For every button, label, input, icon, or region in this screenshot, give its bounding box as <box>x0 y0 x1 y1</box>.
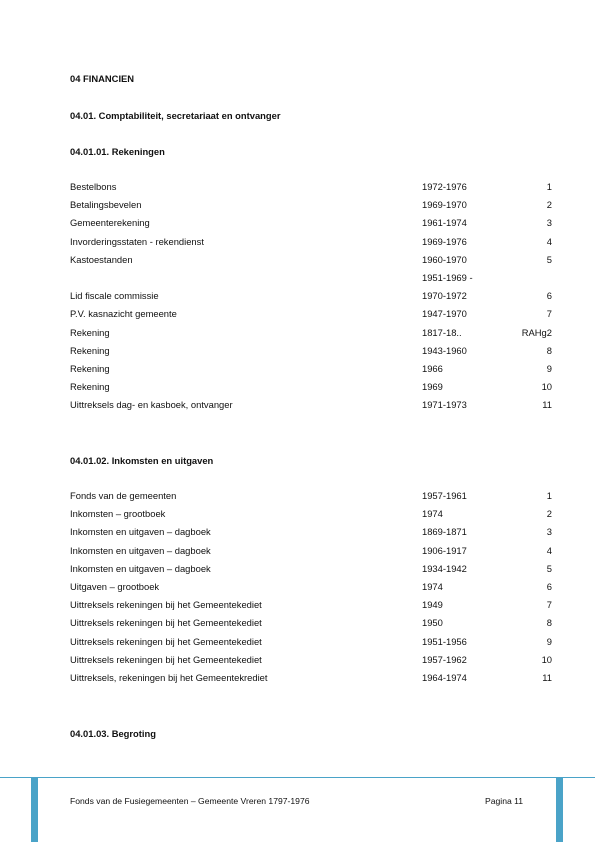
list-item <box>70 654 552 666</box>
item-title: Uittreksels dag- en kasboek, ontvanger <box>70 399 233 411</box>
item-date: 1974 <box>422 508 443 520</box>
list-item <box>70 617 552 629</box>
subsection-title-begroting: 04.01.03. Begroting <box>70 728 156 739</box>
item-number: 4 <box>546 544 552 556</box>
list-item <box>70 181 552 193</box>
item-title: Bestelbons <box>70 181 117 192</box>
item-number: 4 <box>546 235 552 247</box>
item-title: Rekening <box>70 363 110 374</box>
item-date: 1961-1974 <box>422 217 467 229</box>
list-item <box>70 508 552 520</box>
item-number: 9 <box>546 363 552 374</box>
item-title: Betalingsbevelen <box>70 199 142 211</box>
item-date: 1969-1976 <box>422 235 467 247</box>
item-number: 9 <box>546 635 552 647</box>
item-number: 6 <box>546 290 552 302</box>
item-date: 1957-1961 <box>422 490 467 501</box>
item-number: 7 <box>546 599 552 611</box>
item-title: Uittreksels rekeningen bij het Gemeentekediet <box>70 653 262 665</box>
item-date: 1969-1970 <box>422 199 467 211</box>
item-title: Uittreksels rekeningen bij het Gemeentekediet <box>70 635 262 647</box>
item-title: Lid fiscale commissie <box>70 290 159 302</box>
footer-title: Fonds van de Fusiegemeenten – Gemeente Vreren 1797-1976 <box>70 796 310 806</box>
list-item <box>70 199 552 211</box>
section-heading: 04.01. Comptabiliteit, secretariaat en ontvanger <box>70 110 281 121</box>
item-number: 6 <box>546 581 552 592</box>
item-number: 5 <box>546 562 552 574</box>
item-date: 1869-1871 <box>422 526 467 538</box>
item-number: 1 <box>546 181 552 192</box>
item-title: Kastoestanden <box>70 253 133 265</box>
item-number: 8 <box>546 617 552 629</box>
item-date: 1943-1960 <box>422 344 467 356</box>
item-date: 1969 <box>422 381 443 393</box>
item-number: 11 <box>542 672 552 683</box>
list-item <box>70 290 552 302</box>
item-title: Uittreksels, rekeningen bij het Gemeentekrediet <box>70 672 268 683</box>
item-number: 2 <box>546 199 552 211</box>
list-item <box>70 381 552 393</box>
list-item <box>70 217 552 229</box>
item-date: 1949 <box>422 599 443 611</box>
item-date: 1970-1972 <box>422 290 467 302</box>
item-number: 7 <box>546 308 552 320</box>
list-item <box>70 526 552 538</box>
item-date: 1950 <box>422 617 443 629</box>
item-number: 8 <box>546 344 552 356</box>
item-title: Gemeenterekening <box>70 217 150 229</box>
item-title: Uittreksels rekeningen bij het Gemeentekediet <box>70 617 262 629</box>
subsection-title-rekeningen: 04.01.01. Rekeningen <box>70 146 165 157</box>
item-number: 3 <box>546 526 552 538</box>
item-date: 1934-1942 <box>422 562 467 574</box>
list-item <box>70 581 552 593</box>
item-date: 1964-1974 <box>422 672 467 683</box>
item-date: 1960-1970 <box>422 253 467 265</box>
item-number: 10 <box>541 653 552 665</box>
list-item <box>70 254 552 266</box>
subsection-title-inkomsten: 04.01.02. Inkomsten en uitgaven <box>70 455 214 466</box>
item-title: Inkomsten en uitgaven – dagboek <box>70 544 211 556</box>
list-item <box>70 236 552 248</box>
item-date: 1972-1976 <box>422 181 467 192</box>
item-number: 2 <box>546 508 552 520</box>
footer-right-bar <box>556 778 563 842</box>
item-title: Uitgaven – grootboek <box>70 581 160 592</box>
item-number: RAHg2 <box>521 326 552 338</box>
item-number: 5 <box>546 253 552 265</box>
item-date: 1974 <box>422 581 443 592</box>
item-date: 1947-1970 <box>422 308 467 320</box>
footer-left-bar <box>31 778 38 842</box>
list-item <box>70 363 552 375</box>
item-date: 1971-1973 <box>422 399 467 411</box>
main-heading: 04 FINANCIEN <box>70 73 135 84</box>
item-title: Fonds van de gemeenten <box>70 490 177 501</box>
list-item <box>70 599 552 611</box>
item-title: Uittreksels rekeningen bij het Gemeentekediet <box>70 599 262 611</box>
footer-divider <box>0 777 595 778</box>
item-number: 11 <box>542 399 552 411</box>
item-title: Rekening <box>70 381 110 393</box>
list-item <box>70 545 552 557</box>
item-date: 1817-18.. <box>422 326 462 338</box>
list-item <box>70 399 552 411</box>
list-item <box>70 272 552 284</box>
item-date: 1957-1962 <box>422 653 467 665</box>
item-title: Rekening <box>70 344 110 356</box>
item-title: Rekening <box>70 326 110 338</box>
list-item <box>70 563 552 575</box>
list-item <box>70 327 552 339</box>
item-title: P.V. kasnazicht gemeente <box>70 308 177 320</box>
item-number: 3 <box>546 217 552 229</box>
item-number: 1 <box>546 490 552 501</box>
list-item <box>70 636 552 648</box>
list-item <box>70 308 552 320</box>
item-date: 1951-1969 - <box>422 272 473 283</box>
list-item <box>70 345 552 357</box>
item-date: 1966 <box>422 363 443 374</box>
item-title: Invorderingsstaten - rekendienst <box>70 235 204 247</box>
item-title: Inkomsten – grootboek <box>70 508 166 520</box>
list-item <box>70 672 552 684</box>
item-number: 10 <box>541 381 552 393</box>
item-title: Inkomsten en uitgaven – dagboek <box>70 526 211 538</box>
item-title: Inkomsten en uitgaven – dagboek <box>70 562 211 574</box>
item-date: 1906-1917 <box>422 544 467 556</box>
item-date: 1951-1956 <box>422 635 467 647</box>
page-number: Pagina 11 <box>485 796 524 806</box>
list-item <box>70 490 552 502</box>
